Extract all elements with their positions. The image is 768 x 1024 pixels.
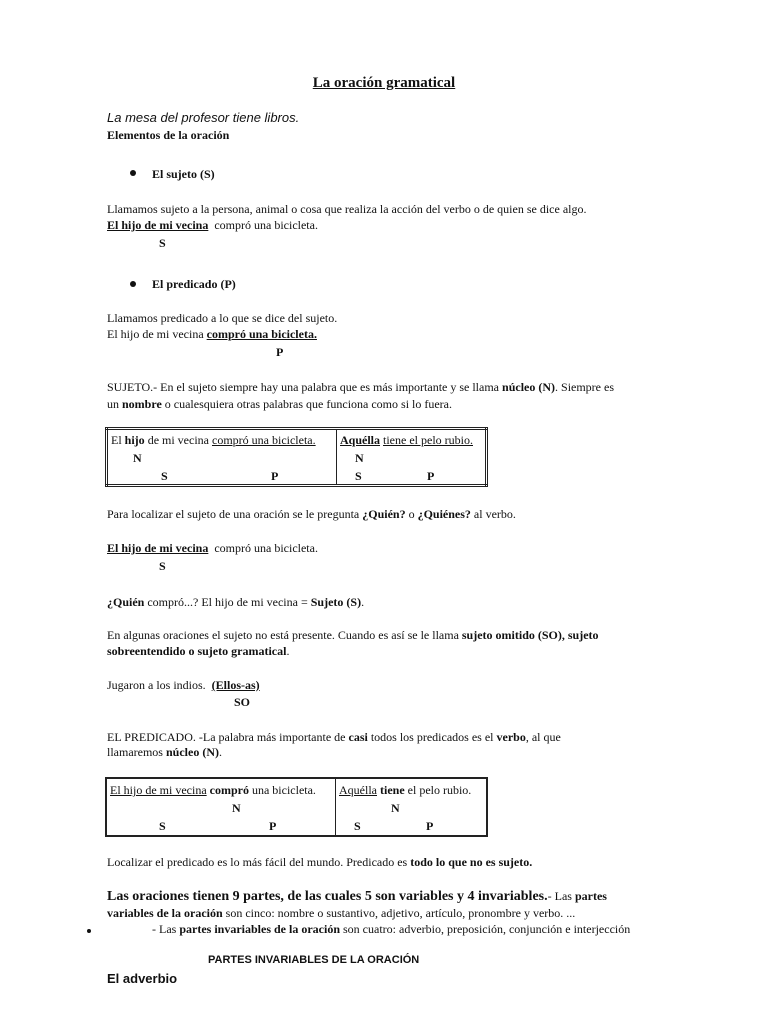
text-run: sobreentendido o sujeto gramatical (107, 644, 287, 658)
text-run: . (218, 745, 222, 759)
predicate-mark: P (276, 345, 284, 359)
text-run: tiene (380, 783, 405, 797)
analysis-table-2 (105, 777, 488, 837)
cell-sentence (111, 433, 316, 448)
text-run: tiene el pelo rubio. (383, 433, 473, 447)
table-cell (107, 429, 337, 486)
parts-para-line-2 (107, 906, 575, 921)
example-predicate: compró una bicicleta. (206, 327, 317, 341)
parts-para-line-3 (152, 922, 630, 937)
predicate-para-line-2 (107, 745, 222, 760)
example-line-3 (107, 541, 318, 556)
text-run: al verbo. (470, 507, 516, 521)
text-run: Aquélla (339, 783, 377, 797)
predicate-mark: P (271, 469, 279, 483)
text-run: Jugaron a los indios. (107, 678, 206, 692)
text-run: un (107, 397, 122, 411)
subject-para-line-1 (107, 380, 614, 395)
subject-mark: S (159, 236, 166, 250)
text-run: El hijo de mi vecina (110, 783, 207, 797)
text-run: - Las (152, 922, 180, 936)
example-line-4 (107, 678, 260, 693)
text-run: compró una bicicleta. (212, 433, 316, 447)
elements-heading: Elementos de la oración (107, 128, 230, 142)
text-run: Las oraciones tienen 9 partes, de las cuales 5 son variables y 4 invariables. (107, 889, 548, 904)
table-cell (336, 778, 488, 836)
text-run: todos los predicados es el (367, 730, 497, 744)
locate-subject-para (107, 507, 516, 522)
text-run: casi (348, 730, 368, 744)
analysis-table-1 (105, 427, 488, 487)
example-sentence: La mesa del profesor tiene libros. (107, 110, 300, 125)
text-run: compró...? El hijo de mi vecina = (144, 595, 311, 609)
bullet-icon (87, 929, 91, 933)
predicate-mark: P (427, 469, 435, 483)
text-run: o (405, 507, 418, 521)
text-run: el pelo rubio. (404, 783, 472, 797)
text-run: Localizar el predicado es lo más fácil del mundo. Predicado es (107, 855, 411, 869)
text-run: verbo (496, 730, 526, 744)
predicate-definition: Llamamos predicado a lo que se dice del sujeto. (107, 311, 338, 325)
text-run: nombre (122, 397, 162, 411)
example-rest: compró una bicicleta. (214, 541, 318, 555)
predicate-mark: P (426, 819, 434, 833)
text-run: partes (574, 889, 607, 903)
text-run: . (361, 595, 365, 609)
text-run: . (286, 644, 290, 658)
nucleus-mark: N (391, 801, 400, 815)
omitted-mark: SO (234, 695, 251, 709)
subject-mark: S (161, 469, 168, 483)
example-line-2 (107, 327, 317, 342)
bullet-icon (130, 281, 136, 287)
example-subject: El hijo de mi vecina (107, 218, 209, 232)
adverb-heading: El adverbio (107, 971, 178, 986)
locate-predicate-para (107, 855, 532, 870)
text-run: compró (209, 783, 249, 797)
nucleus-mark: N (133, 451, 142, 465)
omitted-para-line-1 (107, 628, 599, 643)
text-run: - Las (547, 889, 575, 903)
nucleus-mark: N (232, 801, 241, 815)
example-subject: El hijo de mi vecina (107, 541, 209, 555)
subject-heading: El sujeto (S) (152, 167, 215, 181)
text-run: , al que (525, 730, 561, 744)
text-run: partes invariables de la oración (179, 922, 340, 936)
text-run: o cualesquiera otras palabras que funciona como si lo fuera. (161, 397, 453, 411)
example-subject: El hijo de mi vecina (107, 327, 207, 341)
text-run: . Siempre es (555, 380, 615, 394)
example-rest: compró una bicicleta. (214, 218, 318, 232)
parts-para-line-1 (107, 889, 607, 905)
subject-definition: Llamamos sujeto a la persona, animal o cosa que realiza la acción del verbo o de quien se dice algo. (107, 202, 587, 216)
invariable-heading: PARTES INVARIABLES DE LA ORACIÓN (208, 954, 420, 966)
text-run: hijo (124, 433, 145, 447)
text-run: una bicicleta. (248, 783, 316, 797)
text-run: SUJETO.- En el sujeto siempre hay una palabra que es más importante y se llama (107, 380, 503, 394)
cell-sentence (340, 433, 473, 448)
bullet-icon (130, 170, 136, 176)
question-line (107, 595, 364, 610)
subject-mark: S (354, 819, 361, 833)
text-run: Sujeto (S) (310, 595, 362, 609)
subject-mark: S (159, 559, 166, 573)
table-cell (106, 778, 336, 836)
text-run: EL PREDICADO. -La palabra más importante de (107, 730, 349, 744)
text-run: son cuatro: adverbio, preposición, conjunción e interjección (340, 922, 631, 936)
text-run: todo lo que no es sujeto. (410, 855, 533, 869)
subject-mark: S (159, 819, 166, 833)
predicate-mark: P (269, 819, 277, 833)
text-run: ¿Quién (107, 595, 145, 609)
text-run: variables de la oración (107, 906, 223, 920)
table-cell (337, 429, 487, 486)
subject-para-line-2 (107, 397, 452, 412)
text-run: (Ellos-as) (211, 678, 260, 692)
subject-mark: S (355, 469, 362, 483)
text-run: de mi vecina (144, 433, 212, 447)
text-run: núcleo (N) (502, 380, 556, 394)
omitted-para-line-2 (107, 644, 289, 659)
text-run: sujeto omitido (SO), sujeto (461, 628, 599, 642)
cell-sentence (339, 783, 471, 798)
nucleus-mark: N (355, 451, 364, 465)
page-title: La oración gramatical (312, 75, 456, 91)
text-run: Aquélla (340, 433, 381, 447)
text-run: ¿Quiénes? (417, 507, 471, 521)
predicate-heading: El predicado (P) (152, 277, 236, 291)
cell-sentence (110, 783, 316, 798)
text-run: Para localizar el sujeto de una oración se le pregunta (107, 507, 363, 521)
text-run: El (111, 433, 125, 447)
text-run: En algunas oraciones el sujeto no está presente. Cuando es así se le llama (107, 628, 462, 642)
example-line-1 (107, 218, 318, 233)
text-run: núcleo (N) (165, 745, 219, 759)
text-run: llamaremos (107, 745, 166, 759)
predicate-para-line-1 (107, 730, 561, 745)
text-run: son cinco: nombre o sustantivo, adjetivo, artículo, pronombre y verbo. ... (222, 906, 576, 920)
text-run: ¿Quién? (362, 507, 406, 521)
